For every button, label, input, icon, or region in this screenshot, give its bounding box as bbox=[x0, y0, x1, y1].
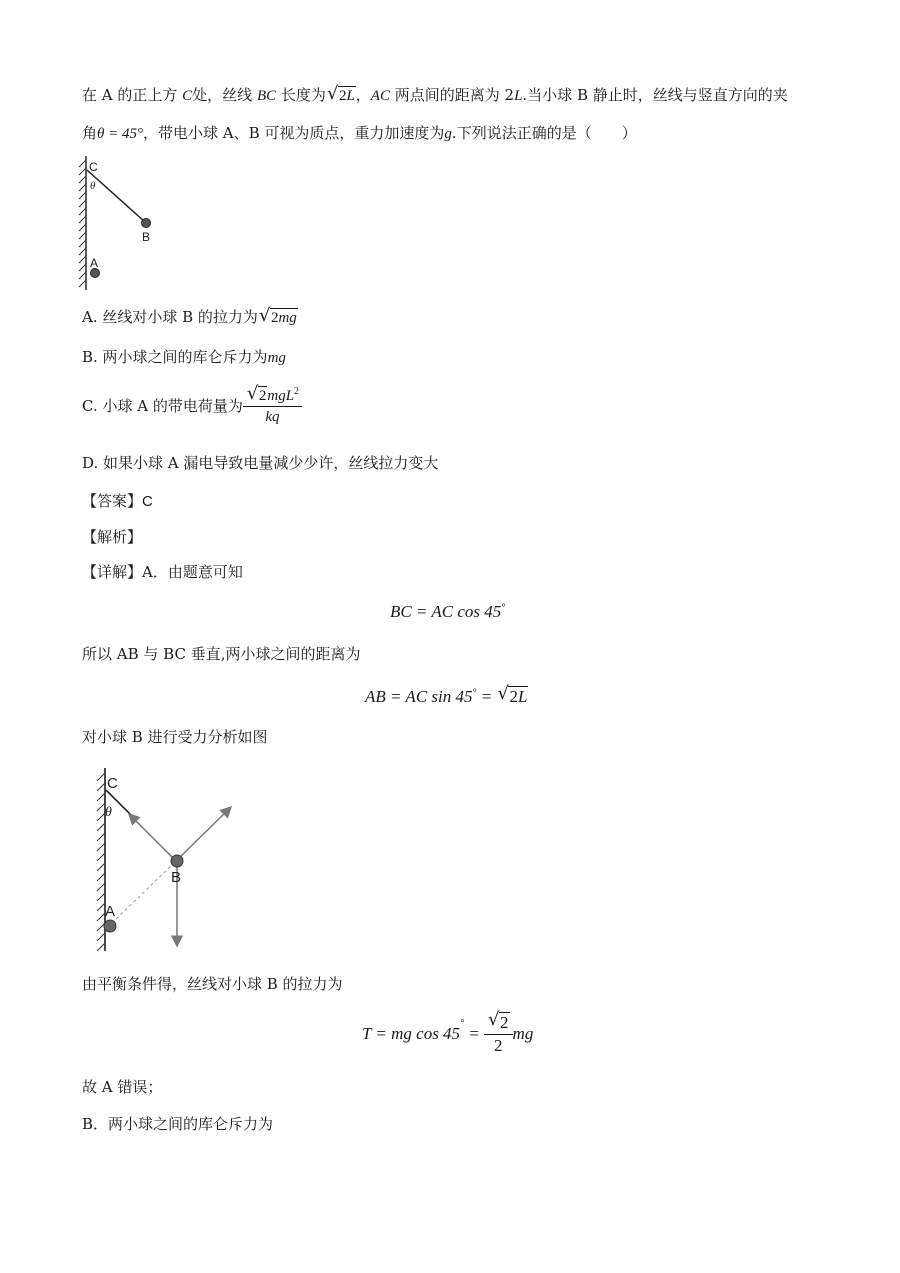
wall-hatching bbox=[97, 768, 105, 951]
option-B-text: B. 两小球之间的库仑斥力为 bbox=[82, 348, 268, 366]
symbol-mg: mg bbox=[267, 350, 286, 366]
question-text: .下列说法正确的是（ ） bbox=[451, 124, 637, 142]
equals-sign: = bbox=[476, 687, 497, 706]
eq3-left: T = mg cos 45 bbox=[362, 1024, 461, 1044]
symbol-mg: mg bbox=[512, 1024, 534, 1044]
option-D: D. 如果小球 A 漏电导致电量减少少许，丝线拉力变大 bbox=[82, 454, 439, 472]
denominator-text: kq bbox=[265, 409, 280, 425]
detail-line-5: 故 A 错误； bbox=[82, 1078, 163, 1096]
numerator-text: mgL bbox=[267, 388, 295, 404]
label-B: B bbox=[171, 869, 182, 886]
radicand: 2 bbox=[509, 687, 518, 706]
symbol-L: L bbox=[517, 687, 528, 706]
symbol-mg: mg bbox=[278, 310, 297, 326]
detail-line-6: B．两小球之间的库仑斥力为 bbox=[82, 1115, 274, 1133]
degree-sign: ° bbox=[472, 687, 477, 699]
question-text: 在 A 的正上方 bbox=[82, 86, 178, 104]
answer-label: 【答案】 bbox=[82, 492, 143, 510]
eq3-fraction bbox=[484, 1009, 513, 1057]
detail-line-2: 所以 AB 与 BC 垂直,两小球之间的距离为 bbox=[82, 645, 361, 663]
label-C: C bbox=[89, 160, 98, 174]
symbol-C: C bbox=[182, 88, 193, 104]
detail-line-4: 由平衡条件得，丝线对小球 B 的拉力为 bbox=[82, 975, 343, 993]
eq2-left: AB = AC sin 45 bbox=[365, 687, 473, 706]
question-line-2 bbox=[82, 124, 637, 143]
figure-2-force-diagram bbox=[85, 763, 250, 958]
detail-line-3: 对小球 B 进行受力分析如图 bbox=[82, 728, 268, 746]
radicand: 2 bbox=[258, 388, 267, 404]
symbol-L: L bbox=[346, 88, 355, 104]
equals-sign: = bbox=[464, 1024, 485, 1044]
question-text: 两点间的距离为 2 bbox=[394, 86, 515, 104]
string-BC bbox=[87, 170, 145, 222]
sqrt-expression: √ 2L bbox=[497, 683, 528, 706]
question-text: 角 bbox=[82, 124, 98, 142]
coulomb-force-arrow bbox=[177, 807, 231, 860]
symbol-g: g bbox=[444, 126, 452, 142]
analysis-label: 【解析】 bbox=[82, 528, 143, 546]
answer-value: C bbox=[142, 493, 153, 510]
equation-1 bbox=[390, 602, 505, 622]
eq1-right: = AC cos 45 bbox=[415, 602, 502, 621]
question-text: ， bbox=[355, 86, 371, 104]
label-C: C bbox=[107, 775, 118, 792]
exponent: 2 bbox=[294, 386, 300, 397]
angle-expression: θ = 45° bbox=[97, 126, 144, 142]
label-B: B bbox=[142, 230, 151, 244]
symbol-BC: BC bbox=[256, 88, 277, 104]
question-text: 长度为 bbox=[280, 86, 326, 104]
label-theta: θ bbox=[90, 180, 96, 192]
degree-sign: ° bbox=[501, 602, 506, 614]
option-A bbox=[82, 305, 298, 327]
answer-line bbox=[82, 492, 153, 511]
sqrt-expression: √ 2 bbox=[246, 383, 267, 404]
sqrt-expression: √ 2 bbox=[488, 1009, 509, 1032]
option-B bbox=[82, 348, 286, 367]
label-A: A bbox=[90, 256, 99, 270]
detail-text: A．由题意可知 bbox=[142, 563, 243, 581]
equation-2 bbox=[365, 683, 528, 707]
option-C bbox=[82, 383, 302, 426]
label-A: A bbox=[105, 903, 116, 920]
denominator: 2 bbox=[494, 1036, 503, 1056]
sqrt-expression: √ 2mg bbox=[258, 305, 297, 326]
sqrt-2-expression: √ 2L bbox=[326, 83, 355, 104]
radicand: 2 bbox=[338, 88, 347, 104]
ball-B bbox=[171, 855, 183, 867]
equation-3 bbox=[362, 1009, 534, 1057]
symbol-AC: AC bbox=[370, 88, 390, 104]
question-line-1 bbox=[82, 83, 788, 105]
question-text: ，带电小球 A、B 可视为质点，重力加速度为 bbox=[143, 124, 445, 142]
option-A-text: A. 丝线对小球 B 的拉力为 bbox=[82, 308, 258, 326]
eq1-left: BC bbox=[390, 602, 412, 621]
degree-sign: ° bbox=[460, 1018, 465, 1029]
ball-A bbox=[104, 920, 116, 932]
question-text: 处，丝线 bbox=[192, 86, 253, 104]
wall-hatching bbox=[79, 156, 86, 290]
detail-line bbox=[82, 563, 243, 581]
figure-1-diagram bbox=[70, 150, 190, 295]
line-AB-dashed bbox=[112, 864, 173, 923]
symbol-L: L bbox=[514, 88, 523, 104]
option-C-text: C. 小球 A 的带电荷量为 bbox=[82, 397, 243, 415]
ball-B bbox=[142, 219, 151, 228]
label-theta: θ bbox=[105, 805, 112, 820]
detail-label: 【详解】 bbox=[82, 563, 143, 581]
tension-arrow bbox=[129, 814, 175, 860]
radicand: 2 bbox=[500, 1013, 509, 1032]
charge-fraction bbox=[243, 383, 302, 426]
radicand: 2 bbox=[270, 310, 279, 326]
question-text: .当小球 B 静止时，丝线与竖直方向的夹 bbox=[522, 86, 788, 104]
